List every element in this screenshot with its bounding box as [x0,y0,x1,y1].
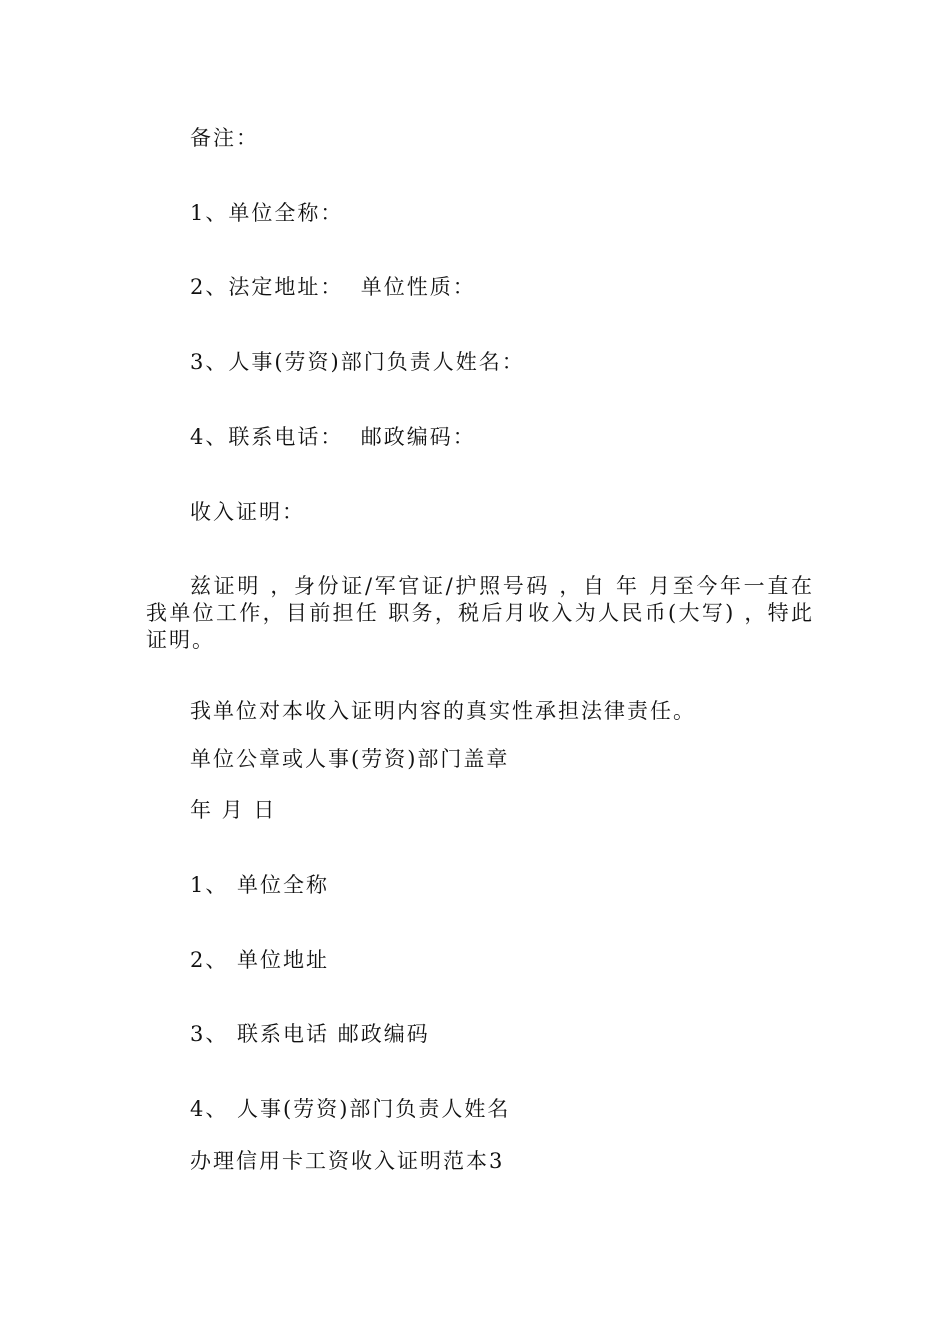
seal-line: 单位公章或人事(劳资)部门盖章 [190,747,510,771]
field-hr-contact-name: 3、人事(劳资)部门负责人姓名： [190,350,525,374]
field-unit-full-name: 1、单位全称： [190,201,344,225]
list-item-phone-postcode: 3、 联系电话 邮政编码 [190,1022,430,1046]
field-legal-address-unit-nature: 2、法定地址： 单位性质： [190,275,476,299]
income-certificate-heading: 收入证明： [190,500,305,524]
field-phone-postcode: 4、联系电话： 邮政编码： [190,425,476,449]
date-line: 年 月 日 [190,798,277,822]
remark-heading: 备注： [190,126,259,150]
legal-statement: 我单位对本收入证明内容的真实性承担法律责任。 [190,699,696,723]
list-item-unit-address: 2、 单位地址 [190,948,330,972]
list-item-unit-full-name: 1、 单位全称 [190,873,330,897]
footer-title: 办理信用卡工资收入证明范本3 [190,1149,505,1173]
certificate-paragraph: 兹证明 ，身份证/军官证/护照号码 ，自 年 月至今年一直在我单位工作，目前担任 职务，税后月收入为人民币(大写) ，特此证明。 [146,574,814,652]
list-item-hr-contact-name: 4、 人事(劳资)部门负责人姓名 [190,1097,511,1121]
